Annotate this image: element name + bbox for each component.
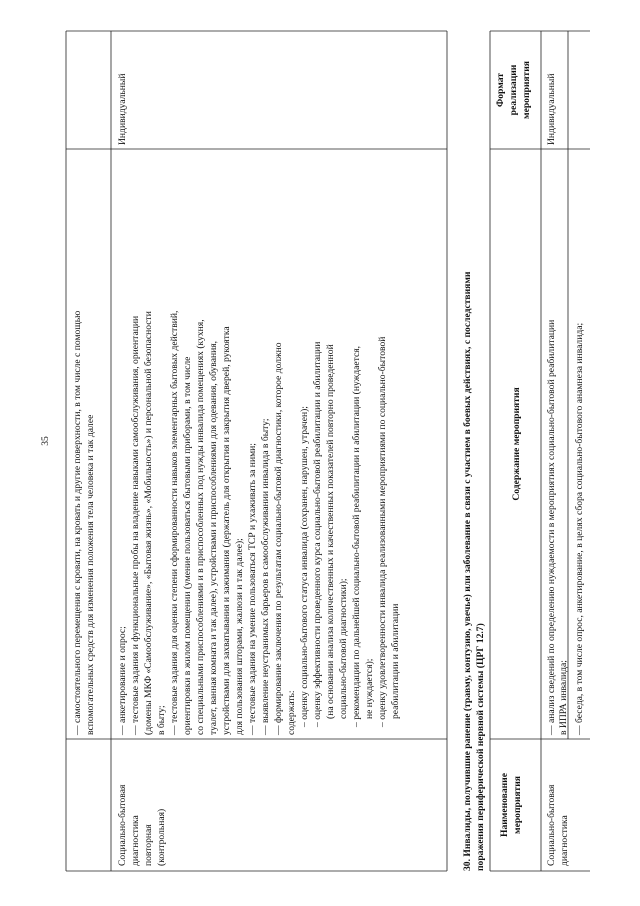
row-name-line: Социально-бытовая [546,784,557,866]
bottom-row-content-cell [546,320,585,736]
content-line: — тестовые задания на умение пользоваться ТСР и ухаживать за ними; [247,443,258,735]
header-name: Наименование [499,773,510,837]
content-line: устройствами для захватывания и зажимания (держатель для открытия и закрытия дверей, рукоятка [221,326,232,735]
content-line: не нуждается); [364,658,375,719]
top-table-prev-row [72,311,96,736]
prev-row-line: вспомогательных средств для изменения положения тела человека и так далее [85,414,96,735]
content-line: — тестовые задания и функциональные пробы на владение навыками самообслуживания, ориентации [130,315,141,735]
top-row-format: Индивидуальный [117,73,128,145]
content-line: в быту; [156,705,167,735]
content-line: содержать: [286,690,297,735]
content-line: — формирование заключения по результатам социально-бытовой диагностики, которое должно [273,342,284,735]
content-line: (на основании анализа количественных и качественных показателей повторно проведенной [325,344,336,719]
content-line: ориентировки в жилом помещении (умение пользоваться бытовыми приборами, в том числе [182,356,193,735]
content-line: со специальными приспособлениями и в приспособленных под нужды инвалида помещениях (кухня, [195,319,206,735]
row-name-line: (контрольная) [156,808,167,866]
content-line: – оценку социально-бытового статуса инвалида (сохранен, нарушен, утрачен); [299,406,310,727]
content-line: — выявление неустранимых барьеров в самообслуживании инвалида в быту; [260,418,271,735]
section-30-heading: 30. Инвалиды, получившие ранение (травму, контузию, увечье) или заболевание в связи с участием в боевых действиях, с последствиями [462,271,473,871]
row-name-line: диагностика [559,815,570,866]
header-format: реализации [508,64,519,116]
content-line: – оценку эффективности проведенного курса социально-бытовой реабилитации и абилитации [312,341,323,727]
bottom-row-format: Индивидуальный [546,73,557,145]
content-line: социально-бытовой диагностики); [338,578,349,719]
header-format: Формат [495,73,506,107]
row-name-line: диагностика [130,815,141,866]
row-name-line: Социально-бытовая [117,784,128,866]
content-line: (домены МКФ «Самообслуживание», «Бытовая жизнь», «Мобильность») и персональной безопасности [143,311,154,735]
top-row-name-cell [117,784,167,866]
content-line: в ИПРА инвалида; [558,660,569,735]
top-row-content-cell [117,311,401,736]
content-line: — беседа, в том числе опрос, анкетирование, в целях сбора социально-бытового анамнеза инвалида; [574,322,585,735]
content-line: — тестовые задания для оценки степени сформированности навыков элементарных бытовых действий, [169,310,180,735]
content-line: для пользования шторами, жалюзи и так далее); [234,538,245,735]
header-name: мероприятия [512,776,523,834]
bottom-row-name-cell [546,784,570,866]
content-line: — анкетирование и опрос; [117,626,128,735]
bottom-table-header [495,61,532,837]
content-line: — анализ сведений по определению нуждаемости в мероприятиях социально-бытовой реабилитации [546,319,557,735]
content-line: туалет, ванная комната и так далее), устройствами и приспособлениями для одевания, обувания, [208,340,219,735]
content-line: – оценку удовлетворенности инвалида реализованными мероприятиями по социально-бытовой [377,336,388,727]
content-line: реабилитации и абилитации [390,603,401,719]
header-format: мероприятия [521,61,532,119]
section-30-heading-cont: поражения периферической нервной системы (ЦРГ 12.7) [475,623,486,871]
header-content: Содержание мероприятия [511,387,522,501]
page-number: 35 [40,436,51,446]
prev-row-line: — самостоятельного перемещения с кровати, на кровать и другие поверхности, в том числе с помощью [72,310,83,735]
rotated-content [40,31,590,871]
row-name-line: повторная [143,824,154,866]
content-line: – рекомендации по дальнейшей социально-бытовой реабилитации и абилитации (нуждается, [351,345,362,727]
